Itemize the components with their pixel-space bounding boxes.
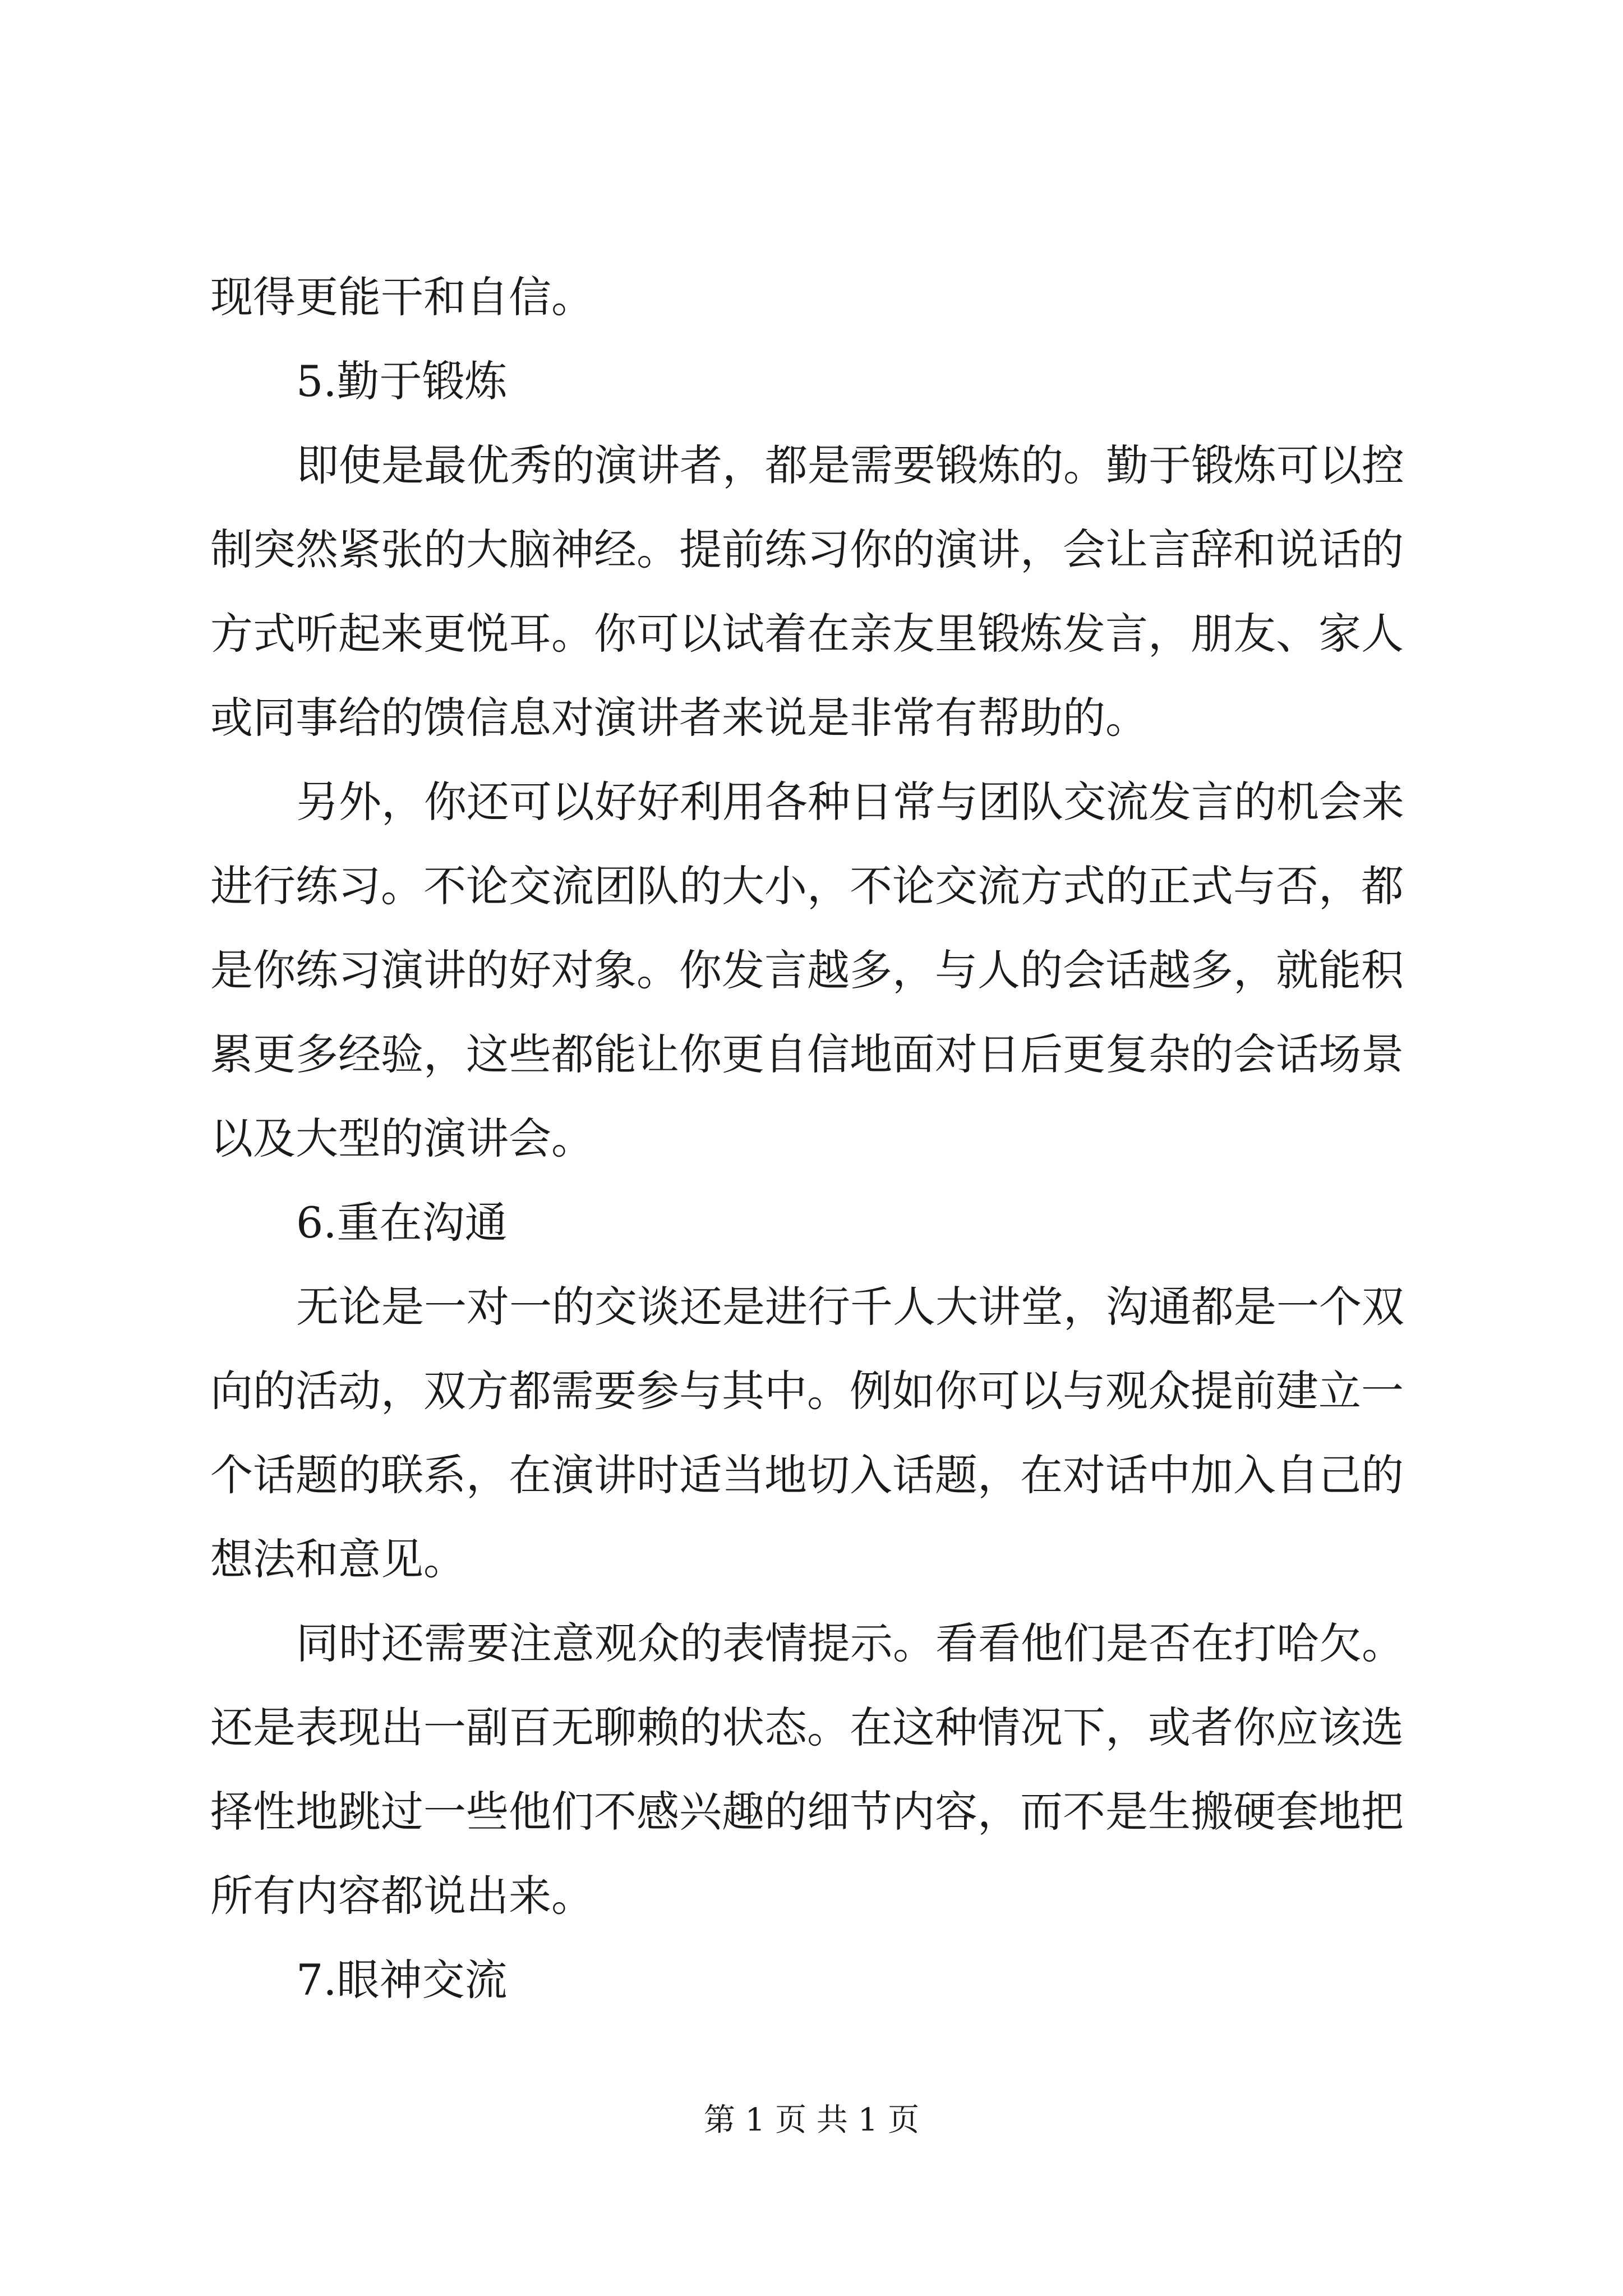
- text-line: 制突然紧张的大脑神经。提前练习你的演讲，会让言辞和说话的: [210, 524, 1404, 574]
- text-line: 所有内容都说出来。: [210, 1871, 594, 1921]
- text-line: 进行练习。不论交流团队的大小，不论交流方式的正式与否，都: [210, 861, 1404, 911]
- page-footer: 第 1 页 共 1 页: [703, 2102, 920, 2138]
- text-line: 以及大型的演讲会。: [210, 1114, 594, 1163]
- text-line: 累更多经验，这些都能让你更自信地面对日后更复杂的会话场景: [210, 1029, 1404, 1079]
- section-heading: 5.勤于锻炼: [296, 356, 508, 406]
- text-line: 即使是最优秀的演讲者，都是需要锻炼的。勤于锻炼可以控: [296, 440, 1404, 490]
- text-line: 方式听起来更悦耳。你可以试着在亲友里锻炼发言，朋友、家人: [210, 609, 1404, 659]
- text-line: 或同事给的馈信息对演讲者来说是非常有帮助的。: [210, 693, 1148, 743]
- text-line: 是你练习演讲的好对象。你发言越多，与人的会话越多，就能积: [210, 945, 1404, 995]
- section-heading: 7.眼神交流: [296, 1955, 508, 2005]
- text-line: 无论是一对一的交谈还是进行千人大讲堂，沟通都是一个双: [296, 1282, 1404, 1332]
- text-line: 还是表现出一副百无聊赖的状态。在这种情况下，或者你应该选: [210, 1703, 1404, 1752]
- text-line: 另外，你还可以好好利用各种日常与团队交流发言的机会来: [296, 777, 1404, 827]
- text-line: 向的活动，双方都需要参与其中。例如你可以与观众提前建立一: [210, 1366, 1404, 1416]
- text-line: 个话题的联系，在演讲时适当地切入话题，在对话中加入自己的: [210, 1450, 1404, 1500]
- text-line: 现得更能干和自信。: [210, 272, 594, 322]
- text-line: 择性地跳过一些他们不感兴趣的细节内容，而不是生搬硬套地把: [210, 1787, 1404, 1837]
- text-line: 想法和意见。: [210, 1534, 466, 1584]
- section-heading: 6.重在沟通: [296, 1198, 508, 1248]
- text-line: 同时还需要注意观众的表情提示。看看他们是否在打哈欠。: [296, 1618, 1404, 1668]
